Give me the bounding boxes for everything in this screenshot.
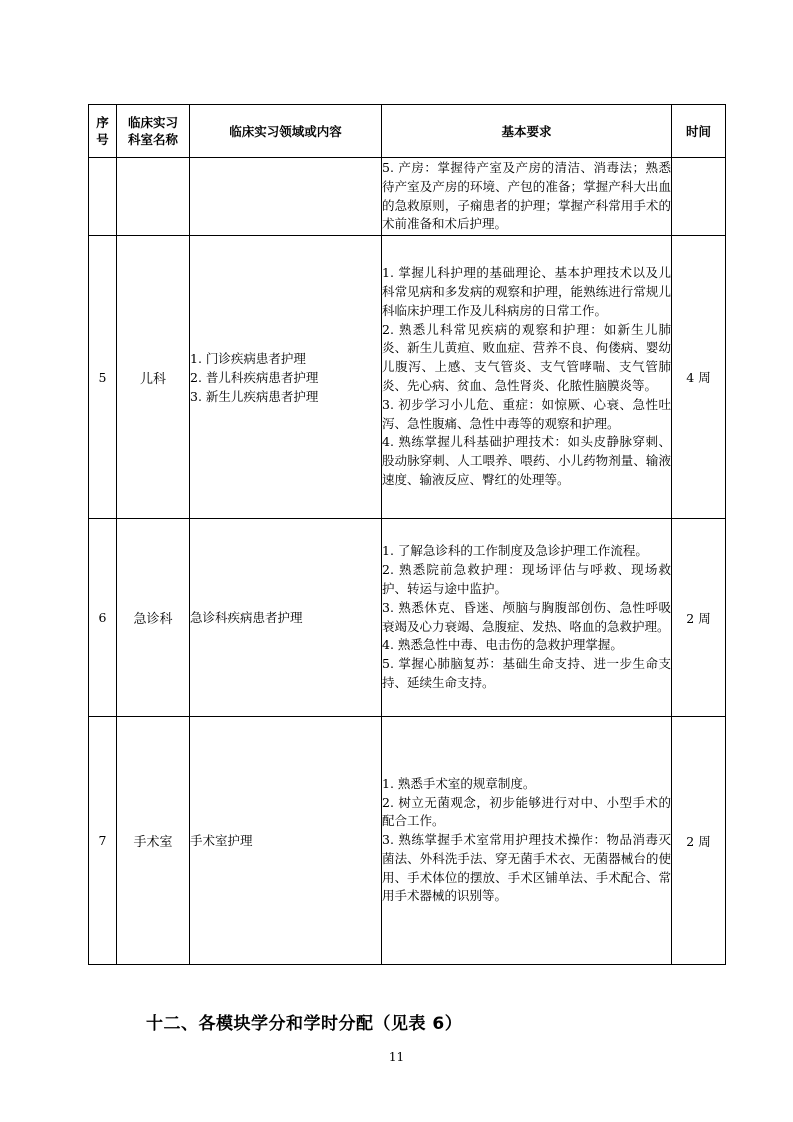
- requirement-item: 3. 熟练掌握手术室常用护理技术操作：物品消毒灭菌法、外科洗手法、穿无菌手术衣、无菌器械台的使用、手术体位的摆放、手术区铺单法、手术配合、常用手术器械的识别等。: [382, 832, 671, 904]
- requirement-item: 2. 树立无菌观念，初步能够进行对中、小型手术的配合工作。: [382, 794, 671, 829]
- row-dept: 急诊科: [117, 519, 190, 717]
- requirement-item: 5. 产房：掌握待产室及产房的清洁、消毒法；熟悉待产室及产房的环境、产包的准备；掌握产科大出血的急救原则，子痫患者的护理；掌握产科常用手术的术前准备和术后护理。: [382, 159, 671, 232]
- area-item: 3. 新生儿疾病患者护理: [190, 388, 319, 404]
- row-requirements: [382, 236, 672, 519]
- table-row: [89, 236, 726, 519]
- row-time: 2 周: [672, 519, 726, 717]
- row-dept: 手术室: [117, 717, 190, 965]
- area-item: 2. 普儿科疾病患者护理: [190, 369, 319, 385]
- row-time: 2 周: [672, 717, 726, 965]
- table-row: [89, 717, 726, 965]
- area-item: 急诊科疾病患者护理: [190, 610, 303, 625]
- table-header-row: [89, 105, 726, 158]
- requirement-item: 4. 熟悉急性中毒、电击伤的急救护理掌握。: [382, 637, 623, 653]
- row-seq: 5: [89, 236, 117, 519]
- requirement-item: 2. 熟悉儿科常见疾病的观察和护理：如新生儿肺炎、新生儿黄疸、败血症、营养不良、佝偻病、婴幼儿腹泻、上感、支气管炎、支气管哮喘、支气管肺炎、先心病、贫血、急性肾炎、化脓性脑膜炎等。: [382, 321, 671, 393]
- row-requirements: [382, 519, 672, 717]
- header-time: 时间: [672, 105, 726, 158]
- requirement-item: 4. 熟练掌握儿科基础护理技术：如头皮静脉穿刺、股动脉穿刺、人工喂养、喂药、小儿药物剂量、输液速度、输液反应、臀红的处理等。: [382, 434, 671, 487]
- area-item: 手术室护理: [190, 833, 253, 848]
- table-row: [89, 158, 726, 236]
- header-requirements: 基本要求: [382, 105, 672, 158]
- header-seq: 序号: [89, 105, 117, 158]
- requirement-item: 3. 初步学习小儿危、重症：如惊厥、心衰、急性吐泻、急性腹痛、急性中毒等的观察和护理。: [382, 396, 671, 431]
- requirement-item: 2. 熟悉院前急救护理：现场评估与呼救、现场救护、转运与途中监护。: [382, 562, 671, 596]
- row-seq: 7: [89, 717, 117, 965]
- internship-table: [88, 104, 726, 965]
- area-item: 1. 门诊疾病患者护理: [190, 350, 306, 366]
- section-title: 十二、各模块学分和学时分配（见表 6）: [146, 1014, 463, 1034]
- row-seq: [89, 158, 117, 236]
- requirement-item: 5. 掌握心肺脑复苏：基础生命支持、进一步生命支持、延续生命支持。: [382, 656, 671, 690]
- row-seq: 6: [89, 519, 117, 717]
- requirement-item: 1. 了解急诊科的工作制度及急诊护理工作流程。: [382, 543, 648, 559]
- header-area: 临床实习领域或内容: [190, 105, 382, 158]
- row-dept: [117, 158, 190, 236]
- row-requirements: [382, 717, 672, 965]
- row-dept: 儿科: [117, 236, 190, 519]
- row-requirements: [382, 158, 672, 236]
- row-time: 4 周: [672, 236, 726, 519]
- row-area: [190, 519, 382, 717]
- row-area: [190, 158, 382, 236]
- table-row: [89, 519, 726, 717]
- requirement-item: 3. 熟悉休克、昏迷、颅脑与胸腹部创伤、急性呼吸衰竭及心力衰竭、急腹症、发热、咯血的急救护理。: [382, 599, 671, 634]
- row-area: [190, 717, 382, 965]
- requirement-item: 1. 熟悉手术室的规章制度。: [382, 775, 536, 791]
- requirement-item: 1. 掌握儿科护理的基础理论、基本护理技术以及儿科常见病和多发病的观察和护理，能熟练进行常规儿科临床护理工作及儿科病房的日常工作。: [382, 265, 671, 318]
- row-time: [672, 158, 726, 236]
- row-area: [190, 236, 382, 519]
- header-dept: 临床实习科室名称: [117, 105, 190, 158]
- page-number: 11: [388, 1050, 405, 1064]
